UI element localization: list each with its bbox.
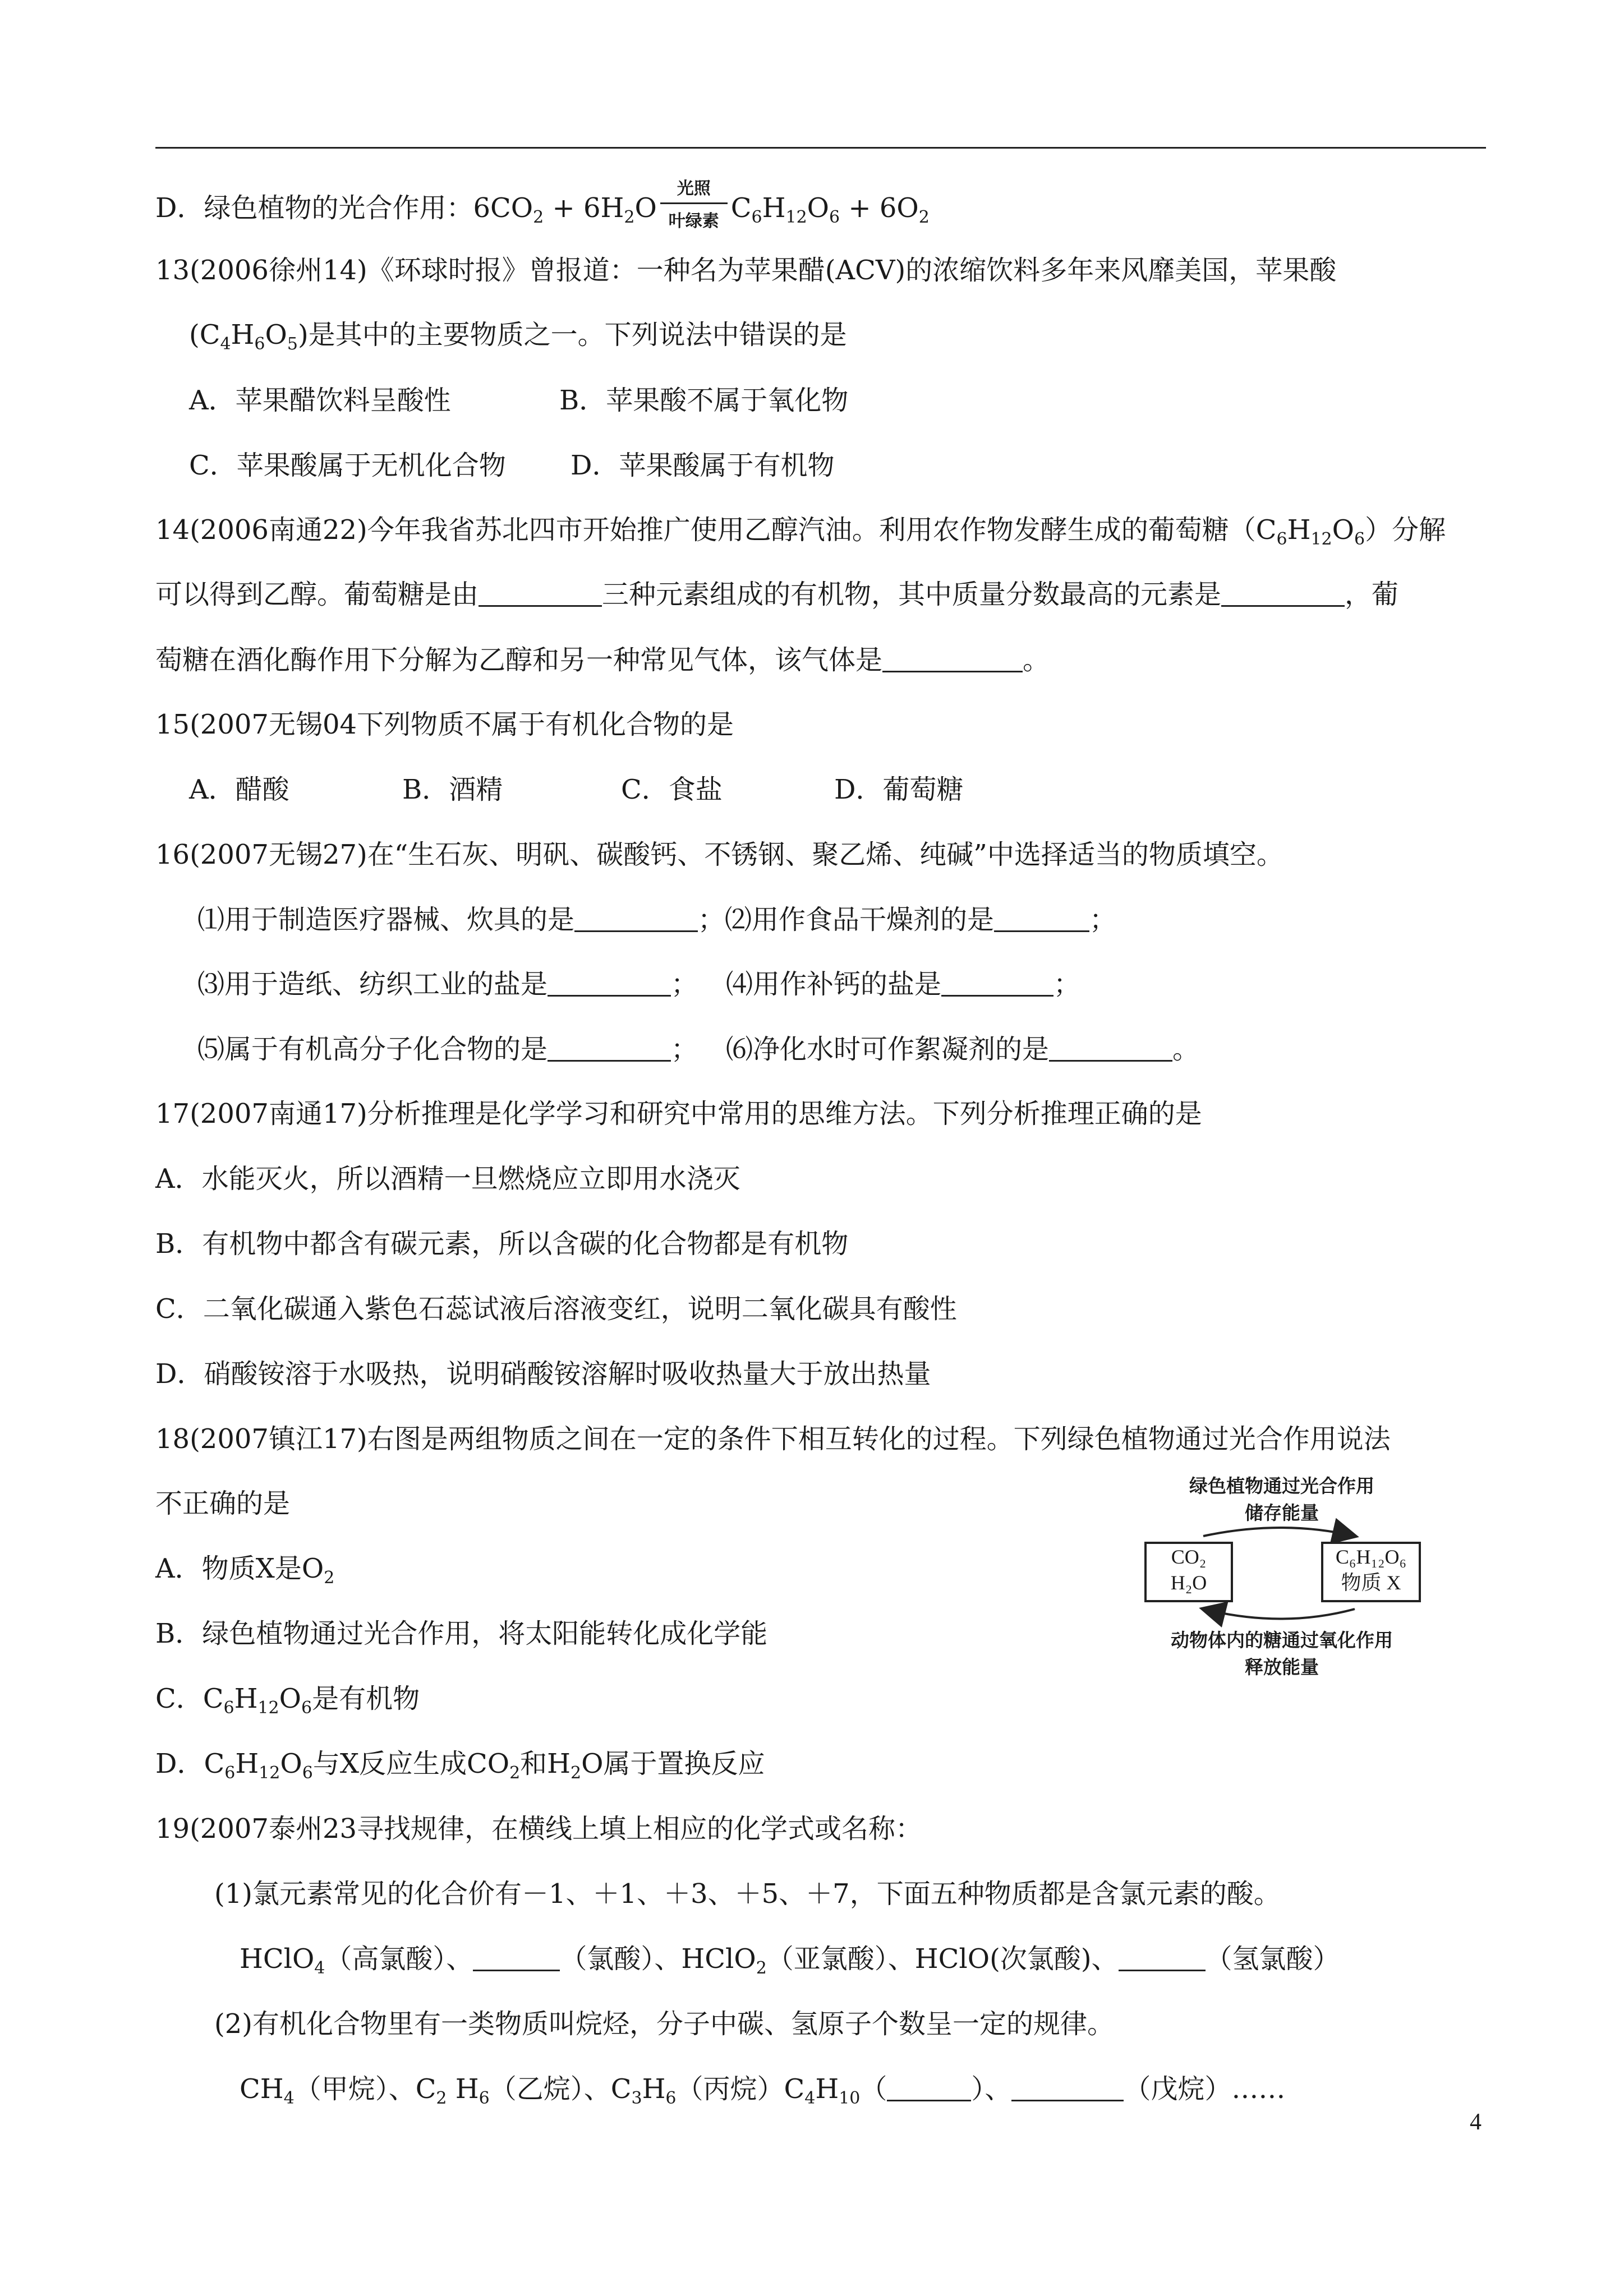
- q14-blank-1[interactable]: [479, 580, 602, 607]
- q14-stem-line1: 14(2006南通22)今年我省苏北四市开始推广使用乙醇汽油。利用农作物发酵生成的葡萄糖$(C_6H_{12}O_6)$分解: [155, 514, 1446, 549]
- q19-blank-4[interactable]: [1011, 2075, 1124, 2101]
- header-rule: [155, 147, 1486, 149]
- q18-option-a: A．物质X是$O_2$: [155, 1553, 335, 1588]
- page-number: 4: [1470, 2109, 1482, 2135]
- q16-blank-3[interactable]: [548, 970, 671, 997]
- q16-stem: 16(2007无锡27)在“生石灰、明矾、碳酸钙、不锈钢、聚乙烯、纯碱”中选择适当的物质填空。: [155, 839, 1283, 870]
- diagram-right-box-line2: 物质 X: [1341, 1571, 1401, 1594]
- diagram-top-label-1: 绿色植物通过光合作用: [1189, 1475, 1374, 1497]
- q15-option-d: D．葡萄糖: [834, 774, 964, 805]
- q17-option-c: C．二氧化碳通入紫色石蕊试液后溶液变红，说明二氧化碳具有酸性: [155, 1293, 957, 1325]
- q19-stem: 19(2007泰州23寻找规律，在横线上填上相应的化学式或名称：: [155, 1813, 923, 1845]
- top-arrow: [1203, 1528, 1355, 1536]
- q16-blank-2[interactable]: [994, 906, 1089, 932]
- q17-option-d: D．硝酸铵溶于水吸热，说明硝酸铵溶解时吸收热量大于放出热量: [155, 1358, 931, 1390]
- q19-part2-stem: (2)有机化合物里有一类物质叫烷烃，分子中碳、氢原子个数呈一定的规律。: [214, 2008, 1114, 2040]
- q16-blank-5[interactable]: [548, 1035, 671, 1062]
- q13-stem-line2: $(C_4H_6O_5)$是其中的主要物质之一。下列说法中错误的是: [189, 319, 847, 354]
- q14-stem-line2: 可以得到乙醇。葡萄糖是由 三种元素组成的有机物，其中质量分数最高的元素是 ，葡: [155, 579, 1399, 610]
- q16-blank-6[interactable]: [1049, 1035, 1172, 1062]
- q13-stem-line1: 13(2006徐州14)《环球时报》曾报道：一种名为苹果醋(ACV)的浓缩饮料多年来风靡美国，苹果酸: [155, 255, 1337, 286]
- diagram-right-box-line1: C₆H₁₂O₆: [1335, 1546, 1407, 1568]
- q17-stem: 17(2007南通17)分析推理是化学学习和研究中常用的思维方法。下列分析推理正确的是: [155, 1098, 1202, 1129]
- q16-item-5-6: ⑸属于有机高分子化合物的是 ； ⑹净化水时可作絮凝剂的是 。: [197, 1034, 1200, 1065]
- q14-stem-line3: 萄糖在酒化酶作用下分解为乙醇和另一种常见气体，该气体是 。: [155, 644, 1050, 676]
- q16-blank-1[interactable]: [574, 906, 698, 932]
- q14-blank-3[interactable]: [882, 646, 1023, 672]
- q16-blank-4[interactable]: [941, 970, 1053, 997]
- q19-blank-1[interactable]: [473, 1945, 560, 1971]
- bottom-arrow: [1203, 1609, 1355, 1619]
- q12-option-d: D．绿色植物的光合作用：$6CO_2 + 6H_2O$ 光照 叶绿素 $C_6H_{12}O_6 + 6O_2$: [155, 179, 930, 231]
- q14-blank-2[interactable]: [1221, 580, 1345, 607]
- q18-option-c: C．$C_6H_{12}O_6$是有机物: [155, 1683, 420, 1718]
- diagram-left-box-line2: H₂O: [1170, 1571, 1207, 1594]
- q19-part1-stem: (1)氯元素常见的化合价有－1、＋1、＋3、＋5、＋7，下面五种物质都是含氯元素的酸。: [214, 1878, 1281, 1910]
- q18-stem-line2: 不正确的是: [155, 1488, 291, 1519]
- q19-part1-series: HClO$_4$（高氯酸）、 （氯酸）、HClO$_2$（亚氯酸）、HClO(次氯酸)、 （氢氯酸）: [240, 1943, 1340, 1978]
- q19-blank-2[interactable]: [1119, 1945, 1206, 1971]
- diagram-bottom-label-2: 释放能量: [1245, 1656, 1319, 1678]
- q13-option-c: C．苹果酸属于无机化合物: [189, 450, 506, 481]
- q15-stem: 15(2007无锡04下列物质不属于有机化合物的是: [155, 709, 734, 740]
- conversion-diagram: [1142, 1466, 1422, 1679]
- q13-option-a: A．苹果醋饮料呈酸性: [189, 385, 451, 416]
- q13-option-b: B．苹果酸不属于氧化物: [559, 385, 849, 416]
- q17-option-a: A．水能灭火，所以酒精一旦燃烧应立即用水浇灭: [155, 1163, 740, 1195]
- q19-blank-3[interactable]: [887, 2075, 971, 2101]
- q15-option-a: A．醋酸: [189, 774, 289, 805]
- q15-option-c: C．食盐: [621, 774, 723, 805]
- q16-item-3-4: ⑶用于造纸、纺织工业的盐是 ； ⑷用作补钙的盐是 ；: [197, 969, 1081, 1000]
- diagram-left-box-line1: CO₂: [1171, 1546, 1207, 1568]
- diagram-right-box: [1321, 1542, 1421, 1602]
- q19-part2-series: $CH_4$（甲烷）、$C_2$ $H_6$（乙烷）、$C_3H_6$（丙烷）$C_4H_{10}$（ ）、 （戊烷）……: [240, 2073, 1286, 2108]
- q18-option-b: B．绿色植物通过光合作用，将太阳能转化成化学能: [155, 1618, 768, 1649]
- q13-option-d: D．苹果酸属于有机物: [571, 450, 835, 481]
- q16-item-1-2: ⑴用于制造医疗器械、炊具的是 ；⑵用作食品干燥剂的是 ；: [197, 904, 1117, 935]
- q18-stem-line1: 18(2007镇江17)右图是两组物质之间在一定的条件下相互转化的过程。下列绿色植物通过光合作用说法: [155, 1423, 1391, 1455]
- diagram-bottom-label-1: 动物体内的糖通过氧化作用: [1171, 1629, 1393, 1651]
- q15-option-b: B．酒精: [402, 774, 503, 805]
- reaction-condition-arrow: 光照 叶绿素: [660, 188, 728, 222]
- q18-option-d: D．$C_6H_{12}O_6$与X反应生成$CO_2$和$H_2O$属于置换反应: [155, 1748, 765, 1783]
- diagram-top-label-2: 储存能量: [1245, 1502, 1319, 1524]
- q17-option-b: B．有机物中都含有碳元素，所以含碳的化合物都是有机物: [155, 1228, 849, 1260]
- diagram-left-box: [1144, 1542, 1233, 1602]
